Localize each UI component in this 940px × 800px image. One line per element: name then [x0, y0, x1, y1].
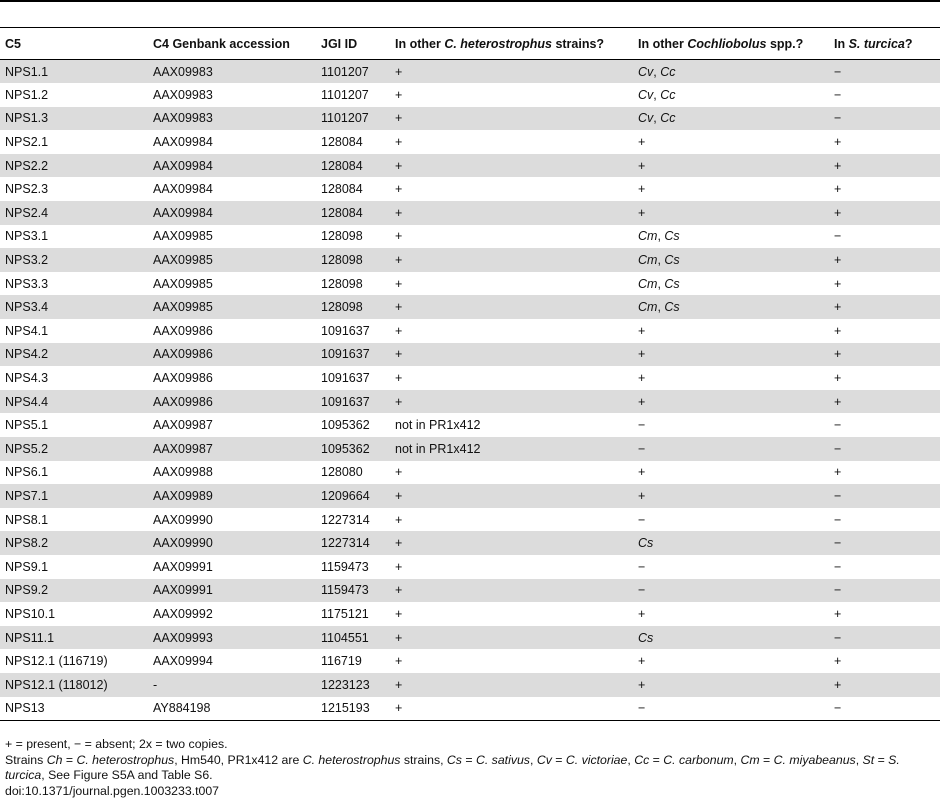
cell-genbank-accession: AAX09988: [153, 465, 213, 480]
data-table: [0, 27, 940, 721]
cell-s-turcica: −: [834, 64, 842, 79]
cell-other-species: [633, 579, 829, 603]
cell-jgi-id: 128098: [321, 276, 363, 291]
italic-text: S. turcica: [5, 752, 900, 782]
cell-c5: NPS4.1: [5, 323, 49, 338]
table-row: [0, 107, 940, 131]
cell-genbank-accession: AAX09993: [153, 630, 213, 645]
cell-c5: NPS5.2: [5, 441, 49, 456]
italic-text: Cm: [638, 276, 658, 291]
table-header: [0, 28, 940, 60]
cell-other-strains: +: [395, 371, 403, 386]
text-span: −: [638, 701, 646, 716]
table-row: [0, 319, 940, 343]
cell-other-strains: +: [395, 253, 403, 268]
text-span: ,: [529, 752, 537, 767]
italic-text: C. miyabeanus: [773, 752, 856, 767]
italic-text: S. turcica: [848, 36, 905, 51]
italic-text: Ch: [46, 752, 63, 767]
cell-other-strains: +: [395, 87, 403, 102]
cell-genbank-accession: AAX09985: [153, 253, 213, 268]
header-c5: [0, 28, 148, 60]
cell-genbank-accession: -: [153, 677, 158, 692]
table-row: [0, 154, 940, 178]
cell-c5: NPS3.3: [5, 276, 49, 291]
table-row: [0, 248, 940, 272]
italic-text: Cm: [638, 300, 658, 315]
text-span: −: [638, 583, 646, 598]
text-span: −: [638, 441, 646, 456]
cell-jgi-id: 1227314: [321, 536, 370, 551]
table-footnotes: [5, 737, 935, 799]
text-span: In other: [638, 36, 688, 51]
cell-other-strains: +: [395, 111, 403, 126]
cell-c5: NPS3.4: [5, 300, 49, 315]
cell-other-species: [633, 390, 829, 414]
italic-text: Cm: [638, 229, 658, 244]
header-genbank-accession: [148, 28, 316, 60]
cell-s-turcica: −: [834, 630, 842, 645]
cell-other-strains: +: [395, 347, 403, 362]
table-row: [0, 60, 940, 84]
cell-s-turcica: −: [834, 441, 842, 456]
cell-other-species: [633, 461, 829, 485]
cell-other-strains: +: [395, 654, 403, 669]
cell-jgi-id: 1101207: [321, 64, 369, 79]
cell-c5: NPS4.4: [5, 394, 49, 409]
table-row: [0, 508, 940, 532]
italic-text: Cc: [660, 64, 676, 79]
cell-other-species: [633, 154, 829, 178]
cell-jgi-id: 1209664: [321, 488, 370, 503]
cell-genbank-accession: AAX09987: [153, 441, 213, 456]
cell-genbank-accession: AAX09986: [153, 394, 213, 409]
text-span: ,: [657, 229, 665, 244]
text-span: −: [638, 418, 646, 433]
footnote-see-also: See Figure S5A and Table S6.: [48, 768, 213, 782]
cell-genbank-accession: AAX09990: [153, 512, 213, 527]
cell-other-species: [633, 83, 829, 107]
text-span: In: [834, 36, 849, 51]
text-span: strains,: [400, 752, 447, 767]
cell-c5: NPS6.1: [5, 465, 49, 480]
cell-genbank-accession: AAX09984: [153, 135, 213, 150]
text-span: C4 Genbank accession: [153, 36, 290, 51]
cell-genbank-accession: AAX09991: [153, 583, 213, 598]
cell-c5: NPS13: [0, 697, 148, 721]
text-span: +: [638, 488, 646, 503]
text-span: ,: [41, 768, 45, 782]
cell-c5: NPS12.1 (116719): [5, 654, 108, 669]
text-span: +: [638, 347, 646, 362]
cell-other-species: [633, 413, 829, 437]
cell-s-turcica: +: [834, 394, 842, 409]
text-span: +: [638, 654, 646, 669]
header-other-strains: [390, 28, 633, 60]
cell-s-turcica: −: [834, 583, 842, 598]
italic-text: Cc: [660, 111, 676, 126]
italic-text: C. carbonum: [663, 752, 734, 767]
cell-c5: NPS2.2: [5, 158, 49, 173]
table-row: [0, 225, 940, 249]
cell-other-species: [633, 319, 829, 343]
cell-c5: NPS2.4: [5, 205, 49, 220]
italic-text: Cv: [638, 87, 654, 102]
cell-other-species: [633, 626, 829, 650]
cell-genbank-accession: AAX09984: [153, 158, 213, 173]
text-span: ,: [653, 87, 661, 102]
cell-other-species: [633, 343, 829, 367]
text-span: =: [649, 752, 664, 767]
cell-s-turcica: −: [834, 229, 842, 244]
table-row: [0, 272, 940, 296]
text-span: +: [638, 677, 646, 692]
table-row: [0, 626, 940, 650]
cell-s-turcica: +: [834, 253, 842, 268]
footnote-doi: doi:10.1371/journal.pgen.1003233.t007: [5, 783, 220, 798]
italic-text: Cs: [664, 276, 680, 291]
cell-jgi-id: 1104551: [321, 630, 369, 645]
header-row: [0, 28, 940, 60]
cell-jgi-id: 1101207: [321, 87, 369, 102]
cell-other-species: [633, 107, 829, 131]
text-span: =: [551, 752, 566, 767]
text-span: =: [759, 752, 774, 767]
table-row: [0, 649, 940, 673]
cell-other-species: [633, 531, 829, 555]
cell-s-turcica: −: [834, 111, 842, 126]
cell-jgi-id: 1223123: [321, 677, 370, 692]
cell-c5: NPS4.2: [5, 347, 49, 362]
cell-c5: NPS1.3: [5, 111, 49, 126]
cell-other-strains: +: [395, 394, 403, 409]
cell-genbank-accession: AAX09989: [153, 488, 213, 503]
text-span: +: [638, 394, 646, 409]
cell-other-strains: +: [395, 559, 403, 574]
table-row: [0, 390, 940, 414]
cell-s-turcica: +: [834, 371, 842, 386]
cell-c5: NPS7.1: [5, 488, 49, 503]
cell-other-strains: +: [395, 512, 403, 527]
cell-s-turcica: +: [834, 677, 842, 692]
cell-c5: NPS4.3: [5, 371, 49, 386]
cell-other-strains: +: [390, 697, 633, 721]
text-span: ,: [653, 64, 661, 79]
text-span: In other: [395, 36, 445, 51]
cell-other-strains: +: [395, 606, 403, 621]
cell-other-strains: +: [395, 488, 403, 503]
cell-genbank-accession: AAX09994: [153, 654, 213, 669]
italic-text: Cm: [740, 752, 760, 767]
text-span: ,: [657, 276, 665, 291]
cell-other-species: [633, 177, 829, 201]
cell-jgi-id: 128098: [321, 229, 363, 244]
cell-c5: NPS5.1: [5, 418, 49, 433]
cell-other-strains: +: [395, 300, 403, 315]
cell-other-species: [633, 508, 829, 532]
cell-jgi-id: 1091637: [321, 371, 370, 386]
cell-c5: NPS2.3: [5, 182, 49, 197]
cell-c5: NPS2.1: [5, 135, 49, 150]
text-span: Strains: [5, 752, 47, 767]
text-span: −: [638, 559, 646, 574]
cell-other-species: [633, 602, 829, 626]
cell-genbank-accession: AAX09985: [153, 300, 213, 315]
table-row: [0, 366, 940, 390]
text-span: +: [638, 158, 646, 173]
cell-s-turcica: −: [834, 87, 842, 102]
table-row: [0, 579, 940, 603]
cell-other-strains: +: [395, 630, 403, 645]
cell-other-species: [633, 248, 829, 272]
cell-other-strains: +: [395, 583, 403, 598]
italic-text: Cv: [536, 752, 552, 767]
cell-other-strains: +: [395, 205, 403, 220]
cell-other-species: [633, 201, 829, 225]
text-span: =: [874, 752, 889, 767]
cell-s-turcica: +: [834, 347, 842, 362]
table-body: [0, 60, 940, 721]
cell-jgi-id: 1091637: [321, 394, 370, 409]
italic-text: Cs: [446, 752, 462, 767]
table-row: [0, 697, 940, 721]
text-span: ,: [653, 111, 661, 126]
text-span: C5: [5, 36, 21, 51]
cell-other-species: [633, 555, 829, 579]
cell-other-strains: +: [395, 677, 403, 692]
cell-jgi-id: 1175121: [321, 606, 369, 621]
table-row: [0, 461, 940, 485]
cell-jgi-id: 128084: [321, 135, 363, 150]
cell-s-turcica: +: [834, 182, 842, 197]
table-row: [0, 602, 940, 626]
cell-c5: NPS12.1 (118012): [5, 677, 108, 692]
cell-genbank-accession: AY884198: [148, 697, 316, 721]
italic-text: Cc: [660, 87, 676, 102]
cell-s-turcica: −: [829, 697, 940, 721]
cell-genbank-accession: AAX09986: [153, 371, 213, 386]
italic-text: Cochliobolus: [687, 36, 767, 51]
text-span: +: [638, 182, 646, 197]
cell-jgi-id: 128080: [321, 465, 363, 480]
cell-other-species: [633, 295, 829, 319]
cell-other-species: [633, 130, 829, 154]
text-span: strains?: [551, 36, 605, 51]
cell-s-turcica: +: [834, 205, 842, 220]
cell-genbank-accession: AAX09991: [153, 559, 213, 574]
cell-s-turcica: −: [834, 418, 842, 433]
text-span: +: [638, 606, 646, 621]
cell-genbank-accession: AAX09984: [153, 205, 213, 220]
cell-other-species: [633, 697, 829, 721]
cell-jgi-id: 1159473: [321, 583, 369, 598]
text-span: =: [461, 752, 476, 767]
cell-jgi-id: 1159473: [321, 559, 369, 574]
cell-other-strains: +: [395, 323, 403, 338]
cell-genbank-accession: AAX09987: [153, 418, 213, 433]
cell-c5: NPS8.2: [5, 536, 49, 551]
text-span: +: [638, 465, 646, 480]
text-span: +: [638, 323, 646, 338]
cell-s-turcica: −: [834, 536, 842, 551]
text-span: ,: [657, 300, 665, 315]
cell-c5: NPS10.1: [5, 606, 56, 621]
footnote-legend: + = present, − = absent; 2x = two copies.: [5, 737, 228, 751]
table-row: [0, 130, 940, 154]
cell-jgi-id: 116719: [321, 654, 362, 669]
cell-s-turcica: −: [834, 512, 842, 527]
table-row: [0, 531, 940, 555]
cell-jgi-id: 1095362: [321, 418, 370, 433]
italic-text: Cs: [638, 630, 654, 645]
italic-text: Cv: [638, 111, 654, 126]
text-span: +: [638, 371, 646, 386]
italic-text: C. heterostrophus: [302, 752, 401, 767]
cell-c5: NPS9.1: [5, 559, 49, 574]
text-span: ,: [855, 752, 863, 767]
text-span: −: [638, 512, 646, 527]
cell-genbank-accession: AAX09983: [153, 111, 213, 126]
cell-jgi-id: 1227314: [321, 512, 370, 527]
table-row: [0, 413, 940, 437]
cell-other-strains: +: [395, 64, 403, 79]
cell-genbank-accession: AAX09985: [153, 276, 213, 291]
cell-other-species: [633, 225, 829, 249]
cell-other-strains: +: [395, 135, 403, 150]
cell-genbank-accession: AAX09983: [153, 64, 213, 79]
italic-text: C. heterostrophus: [444, 36, 552, 51]
cell-c5: NPS1.1: [5, 64, 49, 79]
cell-s-turcica: +: [834, 276, 842, 291]
cell-other-strains: not in PR1x412: [395, 441, 481, 456]
table-row: [0, 201, 940, 225]
cell-genbank-accession: AAX09986: [153, 347, 213, 362]
cell-c5: NPS8.1: [5, 512, 49, 527]
cell-other-species: [633, 437, 829, 461]
cell-other-strains: +: [395, 158, 403, 173]
cell-c5: NPS3.2: [5, 253, 49, 268]
table-row: [0, 343, 940, 367]
cell-s-turcica: +: [834, 323, 842, 338]
table-row: [0, 83, 940, 107]
text-span: ,: [657, 253, 665, 268]
footnote-strains: [5, 753, 935, 784]
cell-c5: NPS9.2: [5, 583, 49, 598]
italic-text: Cs: [664, 229, 680, 244]
cell-genbank-accession: AAX09990: [153, 536, 213, 551]
cell-other-strains: not in PR1x412: [395, 418, 481, 433]
italic-text: St: [862, 752, 875, 767]
cell-other-species: [633, 649, 829, 673]
cell-s-turcica: −: [834, 488, 842, 503]
cell-other-strains: +: [395, 276, 403, 291]
cell-genbank-accession: AAX09986: [153, 323, 213, 338]
cell-other-species: [633, 272, 829, 296]
text-span: +: [638, 135, 646, 150]
header-s-turcica: [829, 28, 940, 60]
cell-c5: NPS3.1: [5, 229, 49, 244]
cell-s-turcica: −: [834, 559, 842, 574]
text-span: JGI ID: [321, 36, 358, 51]
text-span: +: [638, 205, 646, 220]
cell-s-turcica: +: [834, 158, 842, 173]
italic-text: Cv: [638, 64, 654, 79]
text-span: ,: [627, 752, 635, 767]
cell-other-species: [633, 673, 829, 697]
cell-jgi-id: 128098: [321, 300, 363, 315]
cell-c5: NPS11.1: [5, 630, 55, 645]
cell-other-strains: +: [395, 182, 403, 197]
cell-jgi-id: 1101207: [321, 111, 369, 126]
cell-s-turcica: +: [834, 654, 842, 669]
cell-jgi-id: 1095362: [321, 441, 370, 456]
cell-s-turcica: +: [834, 606, 842, 621]
cell-jgi-id: 128084: [321, 205, 363, 220]
cell-genbank-accession: AAX09992: [153, 606, 213, 621]
cell-other-species: [633, 366, 829, 390]
table-row: [0, 555, 940, 579]
italic-text: Cs: [664, 253, 680, 268]
cell-genbank-accession: AAX09983: [153, 87, 213, 102]
text-span: ,: [733, 752, 741, 767]
top-rule: [0, 0, 940, 2]
text-span: =: [62, 752, 77, 767]
table-row: [0, 177, 940, 201]
cell-other-species: [633, 484, 829, 508]
cell-jgi-id: 128098: [321, 253, 363, 268]
table-row: [0, 673, 940, 697]
cell-s-turcica: +: [834, 135, 842, 150]
cell-other-species: [633, 60, 829, 84]
italic-text: Cc: [634, 752, 650, 767]
cell-other-strains: +: [395, 465, 403, 480]
italic-text: Cs: [638, 536, 654, 551]
cell-jgi-id: 1091637: [321, 323, 370, 338]
italic-text: Cs: [664, 300, 680, 315]
text-span: , Hm540, PR1x412 are: [174, 752, 303, 767]
table-row: [0, 295, 940, 319]
cell-genbank-accession: AAX09985: [153, 229, 213, 244]
cell-c5: NPS1.2: [5, 87, 49, 102]
cell-other-strains: +: [395, 229, 403, 244]
cell-jgi-id: 1215193: [316, 697, 390, 721]
header-other-species: [633, 28, 829, 60]
italic-text: Cm: [638, 253, 658, 268]
italic-text: C. sativus: [475, 752, 530, 767]
cell-jgi-id: 128084: [321, 182, 363, 197]
cell-other-strains: +: [395, 536, 403, 551]
table-row: [0, 437, 940, 461]
cell-genbank-accession: AAX09984: [153, 182, 213, 197]
header-jgi-id: [316, 28, 390, 60]
table-row: [0, 484, 940, 508]
cell-jgi-id: 1091637: [321, 347, 370, 362]
cell-s-turcica: +: [834, 465, 842, 480]
cell-jgi-id: 128084: [321, 158, 363, 173]
italic-text: C. victoriae: [565, 752, 628, 767]
cell-s-turcica: +: [834, 300, 842, 315]
text-span: ?: [904, 36, 913, 51]
italic-text: C. heterostrophus: [76, 752, 175, 767]
text-span: spp.?: [766, 36, 804, 51]
